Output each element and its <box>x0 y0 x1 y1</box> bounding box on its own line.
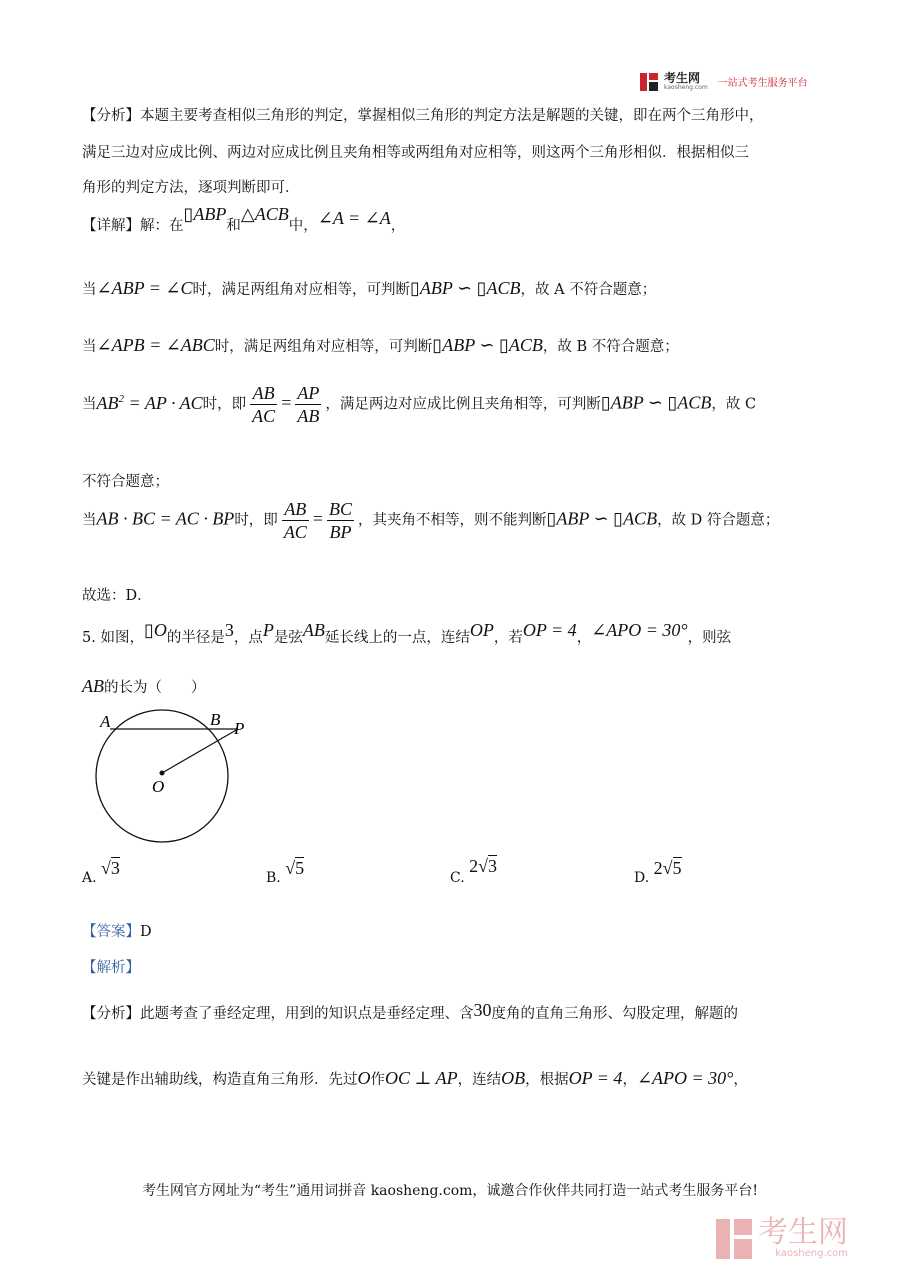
answer-value: D <box>140 924 152 940</box>
analysis1-text1: 本题主要考查相似三角形的判定，掌握相似三角形的判定方法是解题的关键，即在两个三角形中， <box>140 108 764 124</box>
q5-t3: 是弦 <box>273 630 303 646</box>
case-c-condition: $AB^2$ = AP · AC <box>96 392 203 413</box>
case-c-continued: 不符合题意； <box>82 474 169 490</box>
case-d-text: 时，即 <box>234 512 278 529</box>
q5-t7: ，则弦 <box>687 630 732 646</box>
geometry-figure <box>88 708 253 843</box>
analysis-tag: 【分析】 <box>82 108 140 124</box>
circle-shape <box>96 710 228 842</box>
case-a <box>82 278 656 299</box>
case-d-text2: ，其夹角不相等，则不能判断 <box>358 512 547 529</box>
answer-tag: 【答案】 <box>82 924 140 940</box>
option-a-letter: A. <box>82 870 97 886</box>
analysis2-text2a: 关键是作出辅助线，构造直角三角形．先过 <box>82 1072 358 1088</box>
footer-text: 考生网官方网址为“考生”通用词拼音 kaosheng.com，诚邀合作伙伴共同打造一站式考生服务平台! <box>141 1183 759 1199</box>
q5-t5: ，若 <box>493 630 523 646</box>
option-d-letter: D. <box>634 870 650 886</box>
point-p: P <box>262 620 274 640</box>
option-c-value: 2√3 <box>469 856 498 876</box>
header-slogan: 一站式考生服务平台 <box>717 78 808 89</box>
segment-ob: OB <box>501 1068 526 1088</box>
chord-ab-2: AB <box>82 676 104 696</box>
watermark-logo-icon <box>716 1219 752 1259</box>
case-b-pre: 当 <box>82 339 97 355</box>
case-d-similarity: ▯ABP ∽ ▯ACB <box>546 508 658 529</box>
case-d-eq: = <box>312 508 323 529</box>
label-o: O <box>152 777 165 796</box>
analysis2-text2b: 作 <box>370 1072 385 1088</box>
triangle-acb: △ACB <box>240 204 289 224</box>
center-dot <box>160 771 165 776</box>
option-d[interactable] <box>634 858 682 887</box>
segment-op: OP <box>469 620 494 640</box>
analysis1-line2: 满足三边对应成比例、两边对应成比例且夹角相等或两组角对应相等，则这两个三角形相似．根据相似三 <box>82 145 749 161</box>
watermark <box>716 1215 848 1259</box>
analysis2-line1 <box>82 1002 738 1023</box>
analysis2-text2c: ，连结 <box>457 1072 502 1088</box>
analysis2-text1b: 度角的直角三角形、勾股定理，解题的 <box>491 1006 738 1022</box>
case-b <box>82 335 679 356</box>
analysis2-text2d: ，根据 <box>525 1072 569 1088</box>
oc-perp-ap: OC ⊥ AP <box>385 1068 458 1088</box>
option-d-value: 2√5 <box>653 858 682 878</box>
option-c[interactable] <box>450 856 498 887</box>
header-domain: kaosheng.com <box>664 84 708 91</box>
angle-apo-2: ∠APO = 30° <box>636 1068 734 1088</box>
case-b-similarity: ▯ABP ∽ ▯ACB <box>432 335 543 355</box>
case-d-tail: ，故 D 符合题意； <box>657 512 780 529</box>
case-c-text: 时，即 <box>202 396 247 413</box>
option-b-value: √5 <box>285 858 305 878</box>
and-text: 和 <box>226 218 241 234</box>
case-a-tail: ，故 A 不符合题意； <box>520 282 657 298</box>
case-c-similarity: ▯ABP ∽ ▯ACB <box>600 392 712 413</box>
jiexi-tag: 【解析】 <box>82 960 140 976</box>
triangle-abp: ▯ABP <box>183 204 227 224</box>
question-5-line2 <box>82 676 206 697</box>
q5-t6: ， <box>576 630 592 646</box>
case-d-pre: 当 <box>82 512 97 529</box>
kaosheng-logo-icon <box>640 73 658 91</box>
detail-intro-text: 解：在 <box>140 218 184 234</box>
detail-tag: 【详解】 <box>82 218 140 234</box>
label-p: P <box>234 719 245 738</box>
question-5 <box>82 620 732 647</box>
q5-t2: ，点 <box>233 630 263 646</box>
radius-value: 3 <box>224 620 234 640</box>
value-30: 30 <box>473 1000 492 1020</box>
analysis2-sep: ， <box>622 1072 637 1088</box>
case-b-tail: ，故 B 不符合题意； <box>542 339 679 355</box>
choice-line: 故选：D． <box>82 588 152 604</box>
analysis1-line1 <box>82 104 764 125</box>
analysis2-line2 <box>82 1068 748 1089</box>
question-number: 5. 如图， <box>82 630 144 646</box>
chord-ab: AB <box>302 620 325 640</box>
case-b-condition: ∠APB = ∠ABC <box>96 335 215 355</box>
case-a-similarity: ▯ABP ∽ ▯ACB <box>409 278 521 298</box>
header-brand: 考生网 <box>664 71 701 85</box>
case-d-condition: AB · BC = AC · BP <box>96 508 235 529</box>
header-brand-block <box>664 72 708 91</box>
watermark-brand: 考生网 <box>758 1215 848 1250</box>
option-b[interactable] <box>266 858 305 887</box>
option-b-letter: B. <box>266 870 281 886</box>
q5-t4: 延长线上的一点，连结 <box>324 630 470 646</box>
line-op <box>162 729 238 773</box>
option-c-letter: C. <box>450 870 465 886</box>
op-equals-4: OP = 4 <box>522 620 577 640</box>
analysis2-tag: 【分析】 <box>82 1006 140 1022</box>
case-d-fraction-2: $\frac{BC}{BP}$ <box>328 499 352 542</box>
mid-text: 中， <box>288 218 318 234</box>
case-a-pre: 当 <box>82 282 97 298</box>
case-c-pre: 当 <box>82 396 97 413</box>
case-b-text: 时，满足两组角对应相等，可判断 <box>214 339 433 355</box>
case-d <box>82 498 779 543</box>
op-equals-4-2: OP = 4 <box>568 1068 623 1088</box>
case-c-tail: ，故 C <box>711 396 757 413</box>
q5-t8: 的长为（ ） <box>104 680 206 696</box>
option-a-value: √3 <box>101 858 120 878</box>
watermark-text-block <box>758 1215 848 1259</box>
case-a-text: 时，满足两组角对应相等，可判断 <box>192 282 410 298</box>
answer-line <box>82 920 152 941</box>
angle-equality: ∠A = ∠A <box>317 208 391 228</box>
label-a: A <box>100 712 111 731</box>
comma: ， <box>390 218 406 234</box>
case-c-text2: ，满足两边对应成比例且夹角相等，可判断 <box>325 396 601 413</box>
q5-t1: 的半径是 <box>166 630 225 646</box>
header-logo <box>640 72 808 91</box>
angle-apo: ∠APO = 30° <box>591 620 688 640</box>
circle-o: ▯O <box>143 620 167 640</box>
case-c-eq: = <box>281 392 292 413</box>
analysis1-line3: 角形的判定方法，逐项判断即可． <box>82 180 300 196</box>
analysis2-end: ， <box>733 1072 748 1088</box>
point-o: O <box>357 1068 371 1088</box>
case-c <box>82 382 756 427</box>
case-c-fraction-1: $\frac{AB}{AC}$ <box>252 383 276 426</box>
analysis2-text1a: 此题考查了垂经定理，用到的知识点是垂经定理、含 <box>140 1006 474 1022</box>
label-b: B <box>210 710 221 729</box>
watermark-domain: kaosheng.com <box>775 1248 848 1259</box>
case-d-fraction-1: $\frac{AB}{AC}$ <box>283 499 307 542</box>
case-a-condition: ∠ABP = ∠C <box>96 278 193 298</box>
detail-intro <box>82 204 406 235</box>
case-c-fraction-2: $\frac{AP}{AB}$ <box>297 383 320 426</box>
option-a[interactable] <box>82 858 120 887</box>
